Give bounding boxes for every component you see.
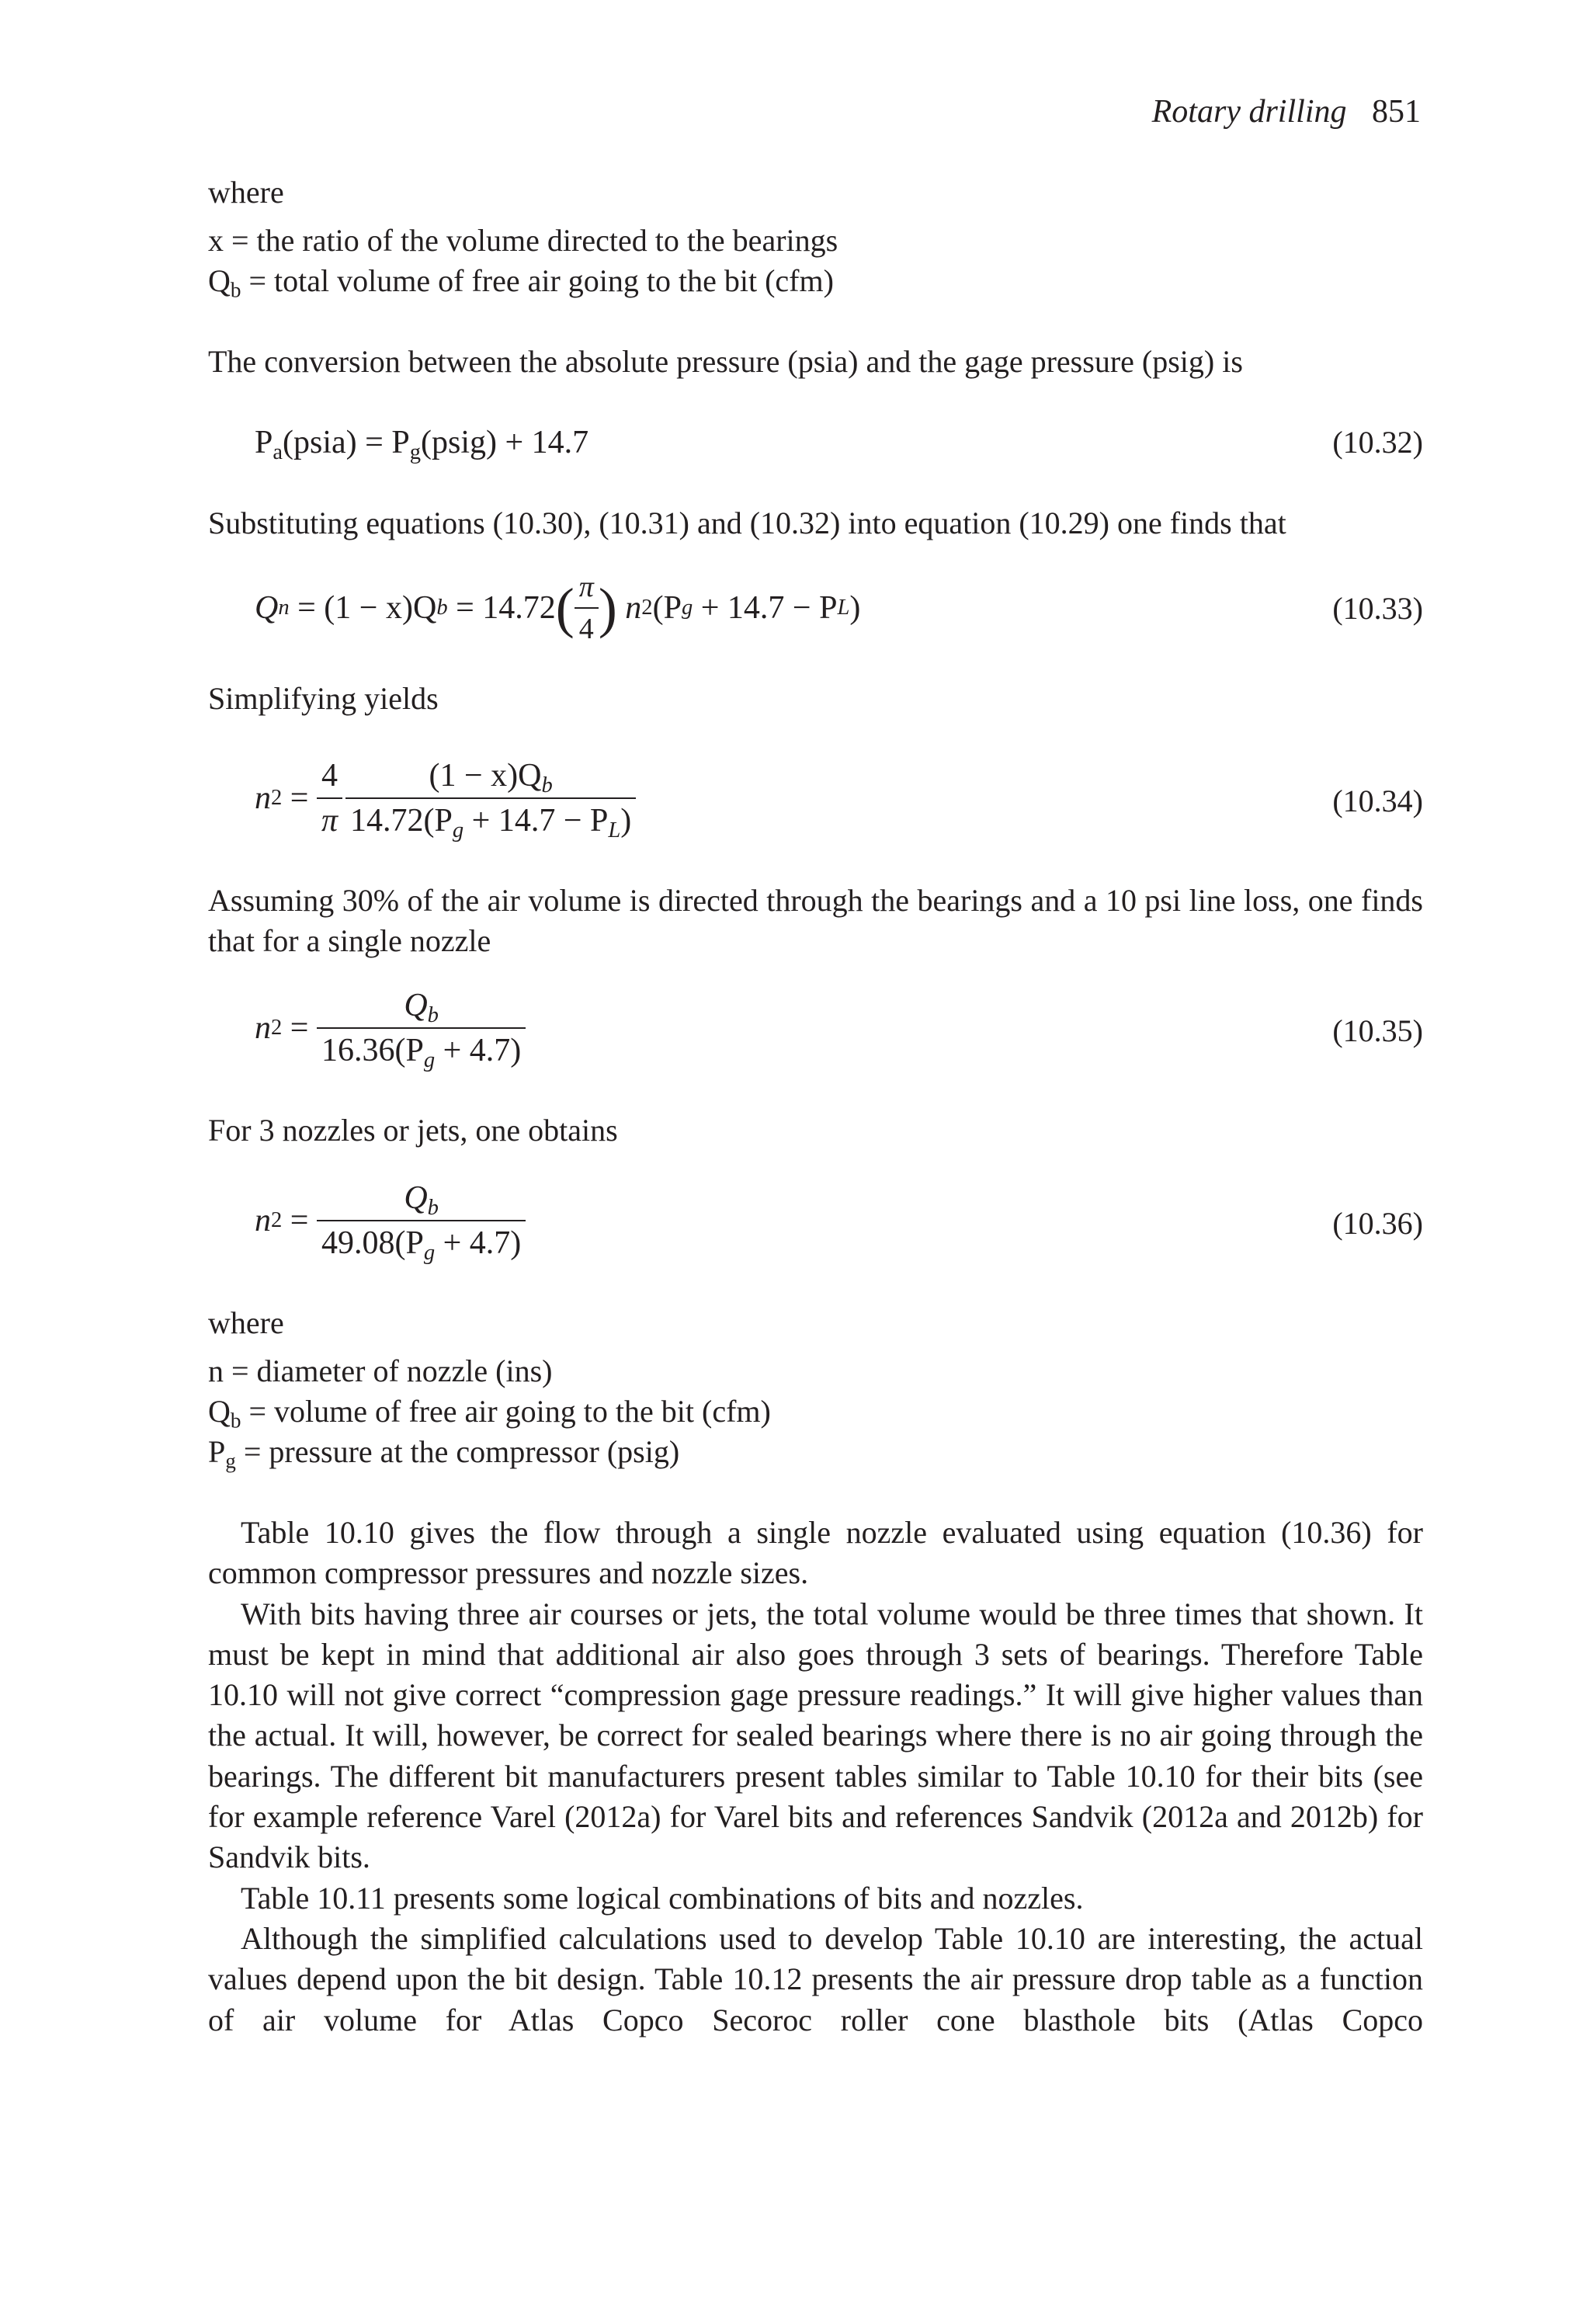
def-symbol: n (208, 1353, 224, 1388)
eq-sub: g (452, 818, 464, 842)
definition-n (208, 1351, 553, 1391)
eq-sub: L (608, 818, 621, 842)
eq-text: 49.08(P (321, 1225, 424, 1261)
pi-over-4 (575, 570, 599, 646)
eq-text: + 4.7) (435, 1225, 522, 1261)
eq-text: + 14.7 − P (463, 803, 609, 839)
eq-text: = 14.72 (447, 590, 556, 626)
eq-text: + 4.7) (435, 1033, 522, 1068)
eq-text: + 14.7 − P (693, 590, 838, 626)
substituting-sentence: Substituting equations (10.30), (10.31) and (10.32) into equation (10.29) one finds that (208, 505, 1286, 540)
eq-sub: b (427, 1002, 439, 1027)
def-symbol: Q (208, 1394, 231, 1429)
eq-text: ) (849, 590, 861, 626)
running-title: Rotary drilling (1151, 94, 1347, 130)
eq-sub: b (541, 773, 553, 797)
for3-sentence: For 3 nozzles or jets, one obtains (208, 1113, 618, 1148)
def-sub: b (230, 278, 241, 302)
def-text: = volume of free air going to the bit (cfm) (241, 1394, 771, 1429)
eq-sub: g (409, 439, 421, 464)
equation-number-10-36: (10.36) (1332, 1206, 1423, 1241)
eq-sub: g (423, 1047, 436, 1072)
eq-sub: a (273, 439, 283, 464)
eq-text: n (255, 1010, 271, 1046)
eq-text: ) (620, 803, 632, 839)
def-text: = total volume of free air going to the bit (cfm) (241, 263, 834, 298)
frac-num: π (578, 571, 594, 603)
def-text: = diameter of nozzle (ins) (224, 1353, 553, 1388)
eq-text: n (255, 1203, 271, 1238)
frac-den: 4 (575, 607, 599, 646)
equation-10-33: Q n = (1 − x)Q b = 14.72 ( $\frac{\pi}{4}$ ) n 2 (P g + 14.7 − P L ) (255, 571, 861, 645)
eq-text: 16.36(P (321, 1033, 424, 1068)
eq-text: Q (255, 590, 279, 626)
eq-text: (psig) + 14.7 (421, 425, 589, 460)
equation-number-10-33: (10.33) (1332, 591, 1423, 626)
running-header (1152, 92, 1421, 132)
eq-text: = (282, 1203, 317, 1238)
definition-qb (208, 261, 834, 301)
eq-text: = (282, 1010, 317, 1046)
eq-text: Q (404, 988, 428, 1023)
definition-x (208, 221, 838, 261)
eq-text: = (282, 780, 317, 816)
page-number: 851 (1372, 94, 1421, 130)
frac-den (317, 1220, 526, 1265)
eq-text: (1 − x)Q (429, 758, 542, 794)
equation-10-34: n 2 = $\frac{4}{\pi}$ $\frac{(1 - x)Q_b}{14.72(P_g + 14.7 - P_L)}$ (255, 752, 636, 845)
simplifying-sentence: Simplifying yields (208, 681, 439, 716)
main-fraction (345, 757, 636, 842)
def-symbol: P (208, 1434, 226, 1469)
eq-text: (P (652, 590, 682, 626)
eq-text: 14.72(P (350, 803, 453, 839)
main-fraction (317, 1179, 526, 1265)
eq-text: n (255, 780, 271, 816)
def-text: = the ratio of the volume directed to the bearings (224, 223, 838, 258)
def-sub: b (230, 1409, 241, 1433)
def-symbol: x (208, 223, 224, 258)
where-heading-1: where (208, 175, 284, 210)
four-over-pi (317, 757, 342, 839)
frac-den (345, 797, 636, 842)
conversion-sentence: The conversion between the absolute pressure (psia) and the gage pressure (psig) is (208, 344, 1243, 379)
frac-den (317, 1027, 526, 1072)
paragraph-1: Table 10.10 gives the flow through a single nozzle evaluated using equation (10.36) for common compressor pressures and nozzle sizes. (208, 1515, 1423, 1591)
eq-sub: g (423, 1240, 436, 1265)
equation-10-35: n 2 = $\frac{Q_b}{16.36(P_g + 4.7)}$ (255, 981, 526, 1075)
frac-den: π (317, 797, 342, 839)
equation-number-10-35: (10.35) (1332, 1013, 1423, 1048)
equation-number-10-34: (10.34) (1332, 783, 1423, 818)
eq-sub: b (427, 1195, 439, 1220)
definition-pg (208, 1432, 679, 1472)
where-heading-2: where (208, 1305, 284, 1340)
body-paragraphs (208, 1513, 1423, 2041)
frac-num (317, 1179, 526, 1220)
eq-text: Q (404, 1180, 428, 1216)
eq-text: = (1 − x)Q (289, 590, 437, 626)
frac-num (345, 757, 636, 797)
equation-number-10-32: (10.32) (1332, 425, 1423, 460)
definition-qb-2 (208, 1391, 771, 1432)
def-sub: g (225, 1449, 236, 1473)
eq-text: (psia) = P (283, 425, 410, 460)
eq-text: n (616, 590, 642, 626)
equation-10-36: n 2 = $\frac{Q_b}{49.08(P_g + 4.7)}$ (255, 1174, 526, 1267)
paragraph-3: Table 10.11 presents some logical combinations of bits and nozzles. (241, 1880, 1084, 1916)
eq-text: P (255, 425, 273, 460)
assuming-sentence: Assuming 30% of the air volume is directed through the bearings and a 10 psi line loss, one finds that for a single nozzle (208, 883, 1423, 958)
frac-num (317, 987, 526, 1027)
paragraph-4: Although the simplified calculations used to develop Table 10.10 are interesting, the actual values depend upon the bit design. Table 10.12 presents the air pressure drop table as a function of air volume for Atlas Copco Secoroc roller cone blasthole bits (Atlas Copco (208, 1920, 1423, 2037)
def-symbol: Q (208, 263, 231, 298)
def-text: = pressure at the compressor (psig) (235, 1434, 680, 1469)
equation-10-32 (255, 422, 588, 463)
paragraph-2: With bits having three air courses or jets, the total volume would be three times that shown. It must be kept in mind that additional air also goes through 3 sets of bearings. Therefore Table 10.10 will not give correct “compression gage pressure readings.” It will give higher values than the actual. It will, however, be correct for sealed bearings where there is no air going through the bearings. The different bit manufacturers present tables similar to Table 10.10 for their bits (see for example reference Varel (2012a) for Varel bits and references Sandvik (2012a and 2012b) for Sandvik bits. (208, 1596, 1423, 1875)
frac-num: 4 (321, 758, 338, 794)
main-fraction (317, 987, 526, 1072)
